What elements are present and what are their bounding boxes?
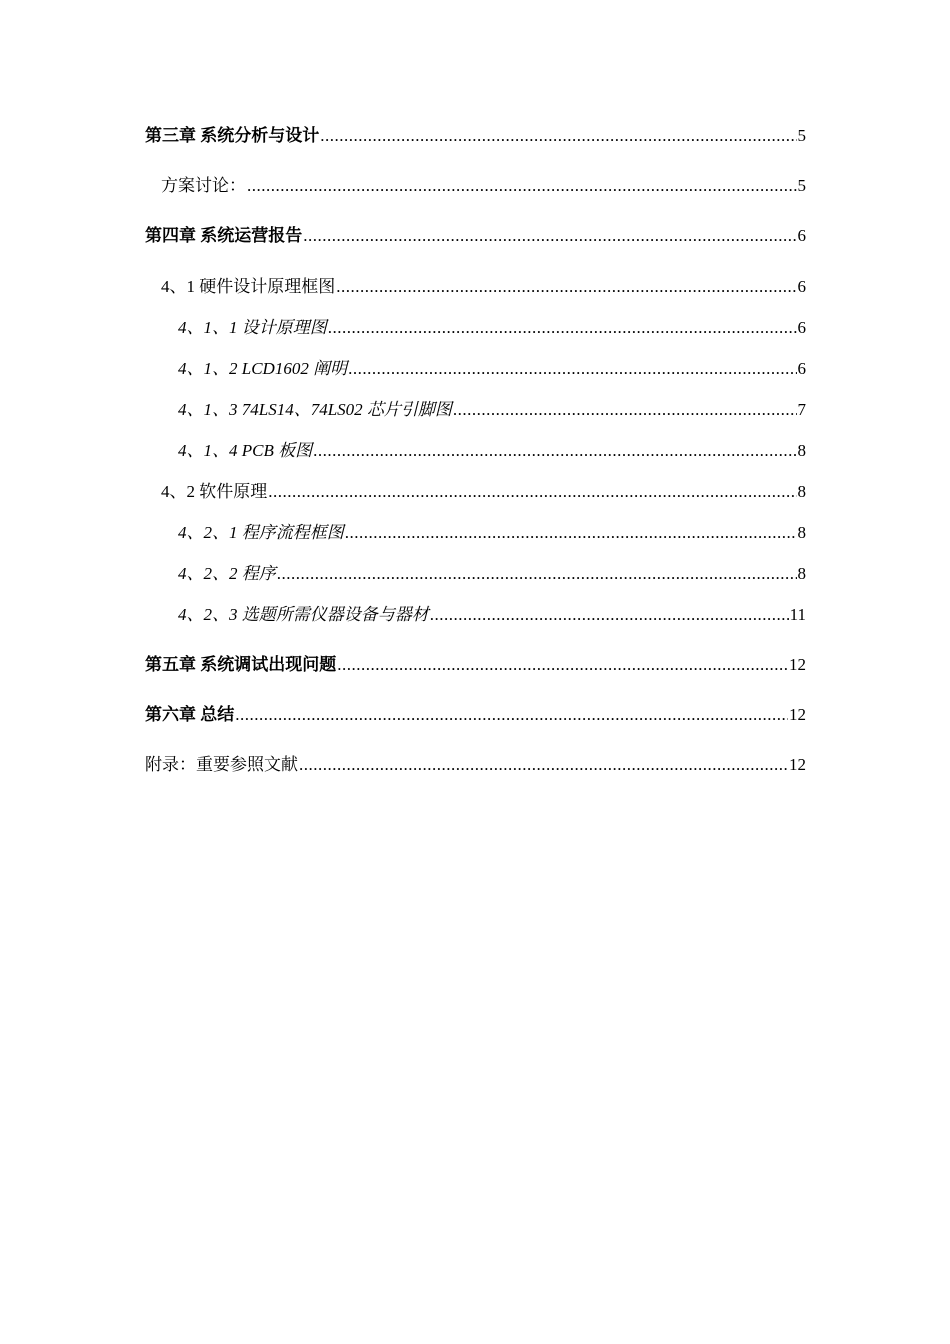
toc-entry-title: 4、1、1 设计原理图 (178, 318, 327, 337)
toc-entry-title: 附录：重要参照文献 (145, 755, 298, 774)
toc-entry-appendix-references[interactable] (145, 754, 806, 776)
toc-entry-page-number: 8 (797, 441, 806, 460)
toc-entry-title: 第四章 系统运营报告 (145, 226, 303, 245)
dot-leader (348, 358, 796, 380)
toc-entry-title: 4、2 软件原理 (161, 482, 268, 501)
toc-entry-4-1-4[interactable] (145, 440, 806, 462)
toc-entry-page-number: 12 (789, 755, 806, 774)
dot-leader (235, 704, 788, 726)
toc-entry-page-number: 11 (789, 605, 806, 624)
toc-entry-page-number: 6 (797, 226, 806, 245)
dot-leader (453, 399, 797, 421)
dot-leader (337, 654, 788, 676)
toc-entry-chapter-4[interactable] (145, 225, 806, 247)
dot-leader (299, 754, 788, 776)
toc-entry-4-2-1[interactable] (145, 522, 806, 544)
toc-entry-title: 4、1、3 74LS14、74LS02 芯片引脚图 (178, 400, 452, 419)
toc-entry-title: 4、2、1 程序流程框图 (178, 523, 344, 542)
toc-entry-page-number: 6 (797, 277, 806, 296)
toc-entry-page-number: 7 (797, 400, 806, 419)
toc-entry-title: 4、1、2 LCD1602 阐明 (178, 359, 348, 378)
toc-entry-title: 4、2、3 选题所需仪器设备与器材 (178, 605, 429, 624)
toc-entry-title: 4、1 硬件设计原理框图 (161, 277, 336, 296)
dot-leader (277, 563, 797, 585)
toc-entry-scheme-discussion[interactable] (145, 175, 806, 197)
dot-leader (336, 276, 796, 298)
toc-entry-page-number: 12 (789, 655, 806, 674)
toc-entry-chapter-3[interactable] (145, 125, 806, 147)
toc-entry-page-number: 8 (797, 482, 806, 501)
dot-leader (303, 225, 796, 247)
toc-entry-4-2-2[interactable] (145, 563, 806, 585)
toc-entry-title: 方案讨论： (161, 176, 246, 195)
toc-entry-page-number: 5 (797, 126, 806, 145)
toc-entry-page-number: 5 (797, 176, 806, 195)
dot-leader (328, 317, 797, 339)
toc-entry-page-number: 12 (789, 705, 806, 724)
dot-leader (320, 125, 796, 147)
toc-entry-4-1-2[interactable] (145, 358, 806, 380)
toc-entry-page-number: 6 (797, 359, 806, 378)
toc-entry-4-1-1[interactable] (145, 317, 806, 339)
toc-entry-chapter-6[interactable] (145, 704, 806, 726)
toc-entry-title: 4、2、2 程序 (178, 564, 276, 583)
toc-entry-title: 第三章 系统分析与设计 (145, 126, 320, 145)
dot-leader (268, 481, 796, 503)
toc-entry-page-number: 8 (797, 523, 806, 542)
table-of-contents (145, 125, 806, 776)
dot-leader (430, 604, 789, 626)
toc-entry-4-2-3[interactable] (145, 604, 806, 626)
toc-entry-4-1[interactable] (145, 276, 806, 298)
toc-entry-title: 第五章 系统调试出现问题 (145, 655, 337, 674)
toc-entry-title: 4、1、4 PCB 板图 (178, 441, 313, 460)
dot-leader (345, 522, 797, 544)
toc-entry-4-1-3[interactable] (145, 399, 806, 421)
toc-entry-page-number: 8 (797, 564, 806, 583)
toc-entry-4-2[interactable] (145, 481, 806, 503)
dot-leader (247, 175, 797, 197)
toc-entry-title: 第六章 总结 (145, 705, 235, 724)
toc-entry-page-number: 6 (797, 318, 806, 337)
dot-leader (313, 440, 796, 462)
toc-entry-chapter-5[interactable] (145, 654, 806, 676)
